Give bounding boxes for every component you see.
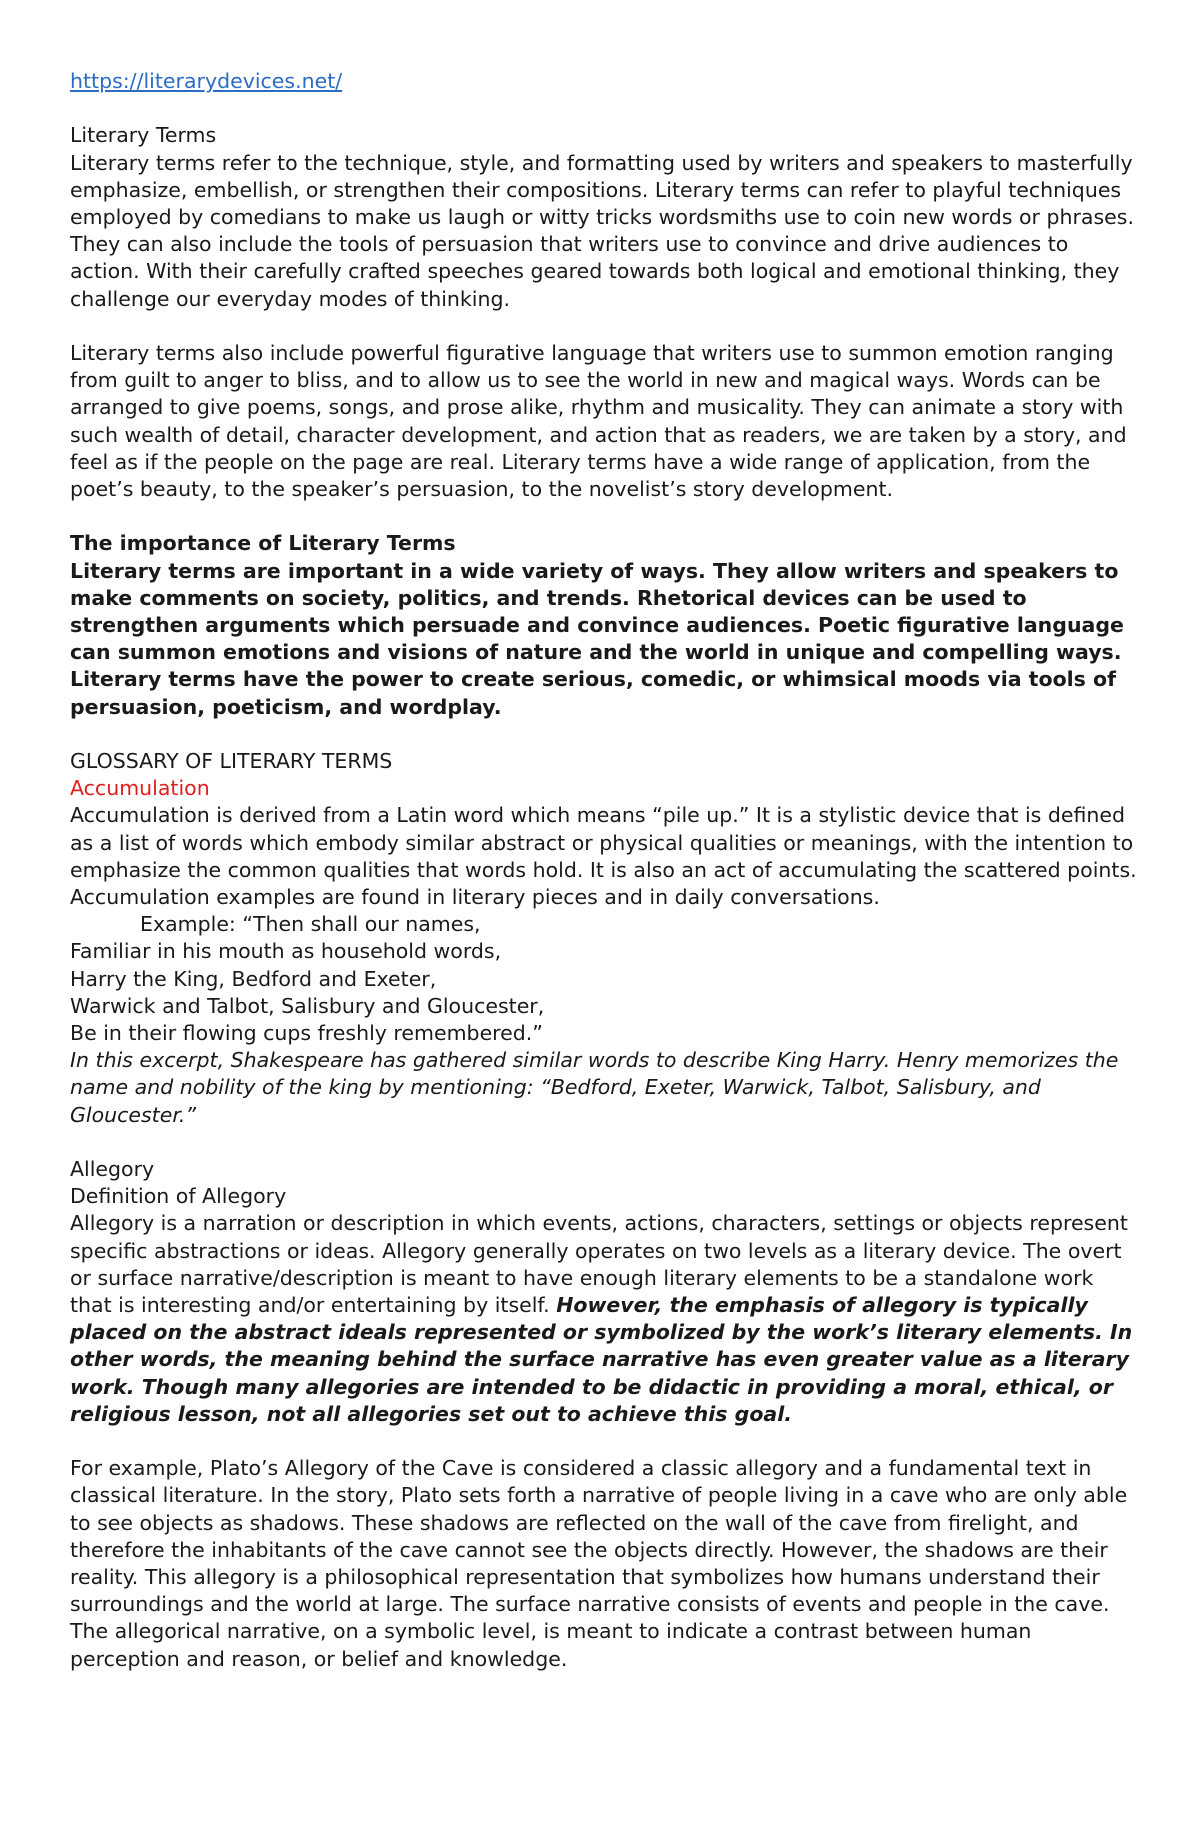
allegory-definition-plain: Allegory is a narration or description in which events, actions, characters, settings or objects represent specific abstractions or ideas. Allegory generally operates on two levels as a literary device. The overt or surface narrative/description is meant to have enough literary elements to be a standalone work that is interesting and/or entertaining by itself. xyxy=(70,1211,1128,1318)
intro-paragraph-2: Literary terms also include powerful figurative language that writers use to summon emotion ranging from guilt to anger to bliss, and to allow us to see the world in new and magical ways. Words can be arranged to give poems, songs, and prose alike, rhythm and musicality. They can animate a story with such wealth of detail, character development, and action that as readers, we are taken by a story, and feel as if the people on the page are real. Literary terms have a wide range of application, from the poet’s beauty, to the speaker’s persuasion, to the novelist’s story development. xyxy=(70,341,1127,502)
glossary-title: GLOSSARY OF LITERARY TERMS xyxy=(70,749,393,774)
intro-title: Literary Terms xyxy=(70,123,217,148)
allegory-definition xyxy=(70,1210,1140,1428)
spacer xyxy=(70,313,1140,340)
spacer xyxy=(70,503,1140,530)
spacer xyxy=(70,1129,1140,1156)
allegory-example-paragraph: For example, Plato’s Allegory of the Cave is considered a classic allegory and a fundamental text in classical literature. In the story, Plato sets forth a narrative of people living in a cave who are only able to see objects as shadows. These shadows are reflected on the wall of the cave from firelight, and therefore the inhabitants of the cave cannot see the objects directly. However, the shadows are their reality. This allegory is a philosophical representation that symbolizes how humans understand their surroundings and the world at large. The surface narrative consists of events and people in the cave. The allegorical narrative, on a symbolic level, is meant to indicate a contrast between human perception and reason, or belief and knowledge. xyxy=(70,1456,1128,1671)
source-link-line xyxy=(70,68,1140,95)
spacer xyxy=(70,721,1140,748)
spacer xyxy=(70,95,1140,122)
document-page xyxy=(70,68,1140,1673)
accumulation-analysis: In this excerpt, Shakespeare has gathered similar words to describe King Harry. Henry memorizes the name and nobility of the king by mentioning: “Bedford, Exeter, Warwick, Talbot, Salisbury, and Gloucester.” xyxy=(70,1048,1119,1127)
importance-title: The importance of Literary Terms xyxy=(70,531,456,556)
allegory-subtitle: Definition of Allegory xyxy=(70,1184,287,1209)
accumulation-example-line-2: Familiar in his mouth as household words, xyxy=(70,939,502,964)
accumulation-example-line-4: Warwick and Talbot, Salisbury and Gloucester, xyxy=(70,993,545,1018)
accumulation-example-line-3: Harry the King, Bedford and Exeter, xyxy=(70,966,437,991)
accumulation-definition: Accumulation is derived from a Latin word which means “pile up.” It is a stylistic device that is defined as a list of words which embody similar abstract or physical qualities or meanings, with the intention to emphasize the common qualities that words hold. It is also an act of accumulating the scattered points. Accumulation examples are found in literary pieces and in daily conversations. xyxy=(70,803,1137,910)
intro-paragraph-1: Literary terms refer to the technique, style, and formatting used by writers and speakers to masterfully emphasize, embellish, or strengthen their compositions. Literary terms can refer to playful techniques employed by comedians to make us laugh or witty tricks wordsmiths use to coin new words or phrases. They can also include the tools of persuasion that writers use to convince and drive audiences to action. With their carefully crafted speeches geared towards both logical and emotional thinking, they challenge our everyday modes of thinking. xyxy=(70,150,1134,311)
source-link[interactable]: https://literarydevices.net/ xyxy=(70,69,343,93)
term-allegory-heading: Allegory xyxy=(70,1157,155,1182)
accumulation-example-line-1: Example: “Then shall our names, xyxy=(140,912,481,937)
allegory-definition-emphasis: However, the emphasis of allegory is typically placed on the abstract ideals represented or symbolized by the work’s literary elements. In other words, the meaning behind the surface narrative has even greater value as a literary work. Though many allegories are intended to be didactic in providing a moral, ethical, or religious lesson, not all allegories set out to achieve this goal. xyxy=(70,1293,1133,1426)
spacer xyxy=(70,1428,1140,1455)
accumulation-example-line-5: Be in their flowing cups freshly remembered.” xyxy=(70,1021,543,1046)
term-accumulation-heading: Accumulation xyxy=(70,776,210,801)
importance-paragraph: Literary terms are important in a wide variety of ways. They allow writers and speakers to make comments on society, politics, and trends. Rhetorical devices can be used to strengthen arguments which persuade and convince audiences. Poetic figurative language can summon emotions and visions of nature and the world in unique and compelling ways. Literary terms have the power to create serious, comedic, or whimsical moods via tools of persuasion, poeticism, and wordplay. xyxy=(70,558,1124,719)
